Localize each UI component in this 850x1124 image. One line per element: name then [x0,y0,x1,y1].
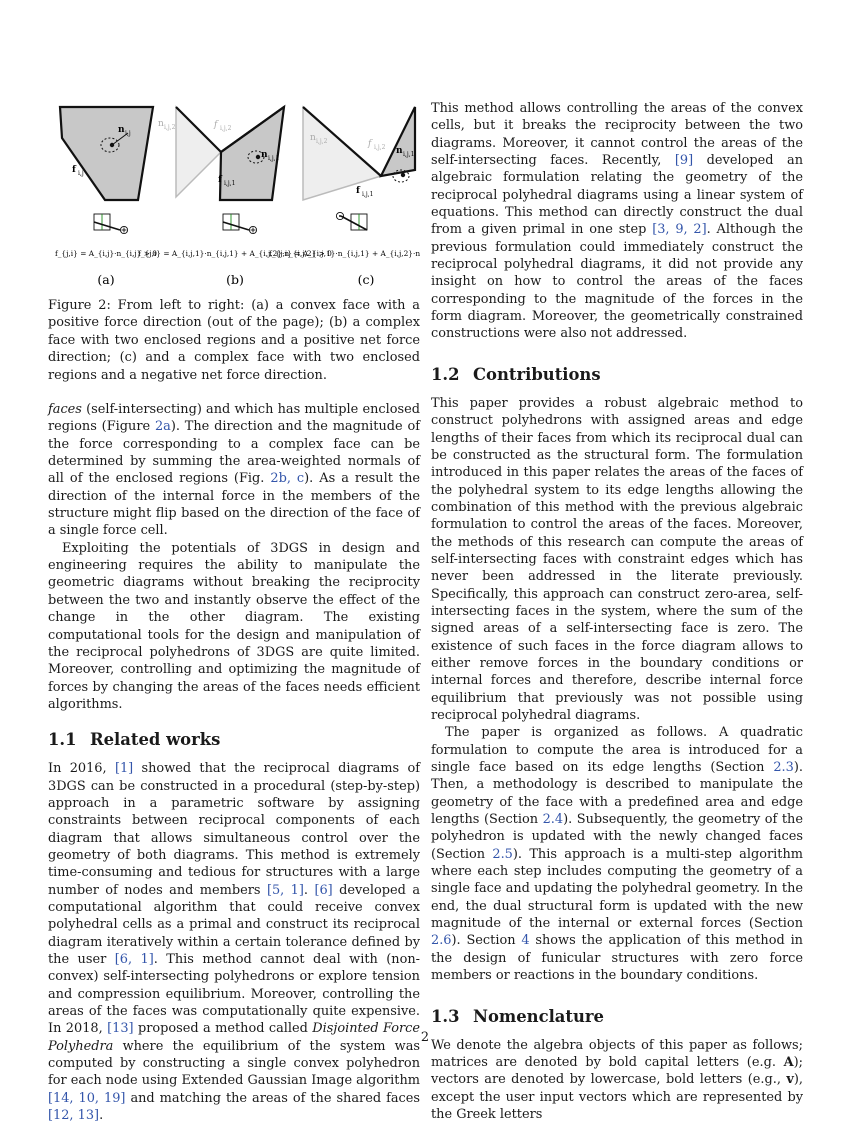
bold-text: v [786,1072,794,1088]
paragraph [48,760,420,1124]
figure-link[interactable]: 2b, c [270,471,305,487]
paragraph [431,724,803,984]
section-heading [48,730,420,750]
figure-2 [48,100,420,292]
text-run: ), except the user input vectors which are represented by the Greek letters [431,1072,803,1122]
italic-text: Disjointed Force Polyhedra [48,1021,420,1054]
text-run: ). Then, a methodology is described to manipulate the geometry of the face with a predefined area and edge lengths (Section [431,760,803,828]
paragraph [431,100,803,343]
panel-label-c: (c) [357,272,375,287]
section-link[interactable]: 2.4 [542,812,564,828]
text-run: In 2016, [48,761,115,777]
svg-text:n: n [261,150,268,160]
text-run: . [303,882,315,898]
svg-text:f: f [218,175,222,185]
text-run: ). Subsequently, the geometry of the polyhedron is updated with the newly changed faces (Section [431,812,803,862]
citation-link[interactable]: [12, 13] [48,1108,100,1124]
svg-text:i,j,1: i,j,1 [362,191,374,198]
text-run: proposed a method called [133,1021,313,1037]
text-run: We denote the algebra objects of this paper as follows; matrices are denoted by bold capital letters (e.g. [431,1037,803,1070]
formula-a: f_{j,i} = A_{i,j}·n_{i,j} > 0 [55,249,157,258]
figure-caption: Figure 2: From left to right: (a) a convex face with a positive force direction (out of the page); (b) a complex face with two enclosed regions and a positive net force direction; (c) and a complex face with two enclosed regions and a negative net force direction. [48,298,420,383]
page-number: 2 [420,1030,430,1045]
section-heading [431,1007,803,1027]
text-run: showed that the reciprocal diagrams of 3DGS can be constructed in a procedural (step-by-step) approach in a parametric software by assigning constraints between reciprocal components of each diagram that allows simultaneous control over the geometry of both diagrams. This method is extremely time-consuming and tedious for structures with a large number of nodes and members [48,761,420,898]
formula-c: f_{j,i} = A_{i,j,1}·n_{i,j,1} + A_{i,j,2}·n [269,249,420,258]
panel-label-a: (a) [97,272,115,287]
paragraph [48,401,420,540]
section-title: Contributions [473,364,601,384]
section-title: Related works [90,730,221,750]
svg-text:i,j,1: i,j,1 [268,155,280,162]
svg-text:i,j,2: i,j,2 [164,124,176,131]
svg-text:i,j,2: i,j,2 [374,144,386,151]
section-number: 1.1 [48,730,77,750]
text-run: . Although the previous formulation could immediately construct the reciprocal polyhedral diagrams, it did not provide any insight on how to control the areas of the faces corresponding to the magnitude of the forces in the form diagram. Moreover, the geometrically constrained constructions were also not addressed. [431,222,804,342]
section-number: 1.2 [431,364,460,384]
section-link[interactable]: 2.5 [492,846,513,862]
text-run: shows the application of this method in the design of funicular structures with zero force members or reactions in the boundary conditions. [431,933,803,984]
svg-text:i,j: i,j [78,170,84,177]
figure-link[interactable]: 2a [154,419,171,435]
formula-b: f_{j,i} = A_{i,j,1}·n_{i,j,1} + A_{i,j,2}·n_{i,j,2} > 0 [138,249,332,258]
citation-link[interactable]: [3, 9, 2] [652,222,707,238]
svg-text:f: f [72,165,76,175]
left-column [48,100,420,1124]
svg-text:n: n [396,146,403,156]
svg-text:i,j,1: i,j,1 [403,151,415,158]
svg-text:f: f [368,139,372,149]
bold-text: A [783,1054,794,1070]
text-run: . [99,1108,104,1124]
section-link[interactable]: 2.3 [773,760,794,776]
panel-b-diagram [158,107,284,234]
italic-text: faces [48,402,82,418]
text-run: ). This approach is a multi-step algorithm where each step includes computing the geometry of a single face and updating the polyhedral geometry. In the end, the dual structural form is updated with the new magnitude of the internal or external forces (Section [431,846,803,932]
text-run: . This method cannot deal with (non-convex) self-intersecting polyhedrons or explore tension and compression equilibrium. Moreover, controlling the areas of the faces was computationally quite expensive. In 2018, [48,952,421,1037]
paragraph [431,1037,803,1124]
svg-text:n: n [118,125,125,135]
text-run: developed a computational algorithm that could receive convex polyhedral cells as a primal and construct its reciprocal diagram iteratively within a certain tolerance defined by the user [48,882,421,967]
citation-link[interactable]: [6] [314,882,333,898]
citation-link[interactable]: [9] [674,153,694,169]
svg-text:i,j,1: i,j,1 [224,180,236,187]
section-title: Nomenclature [473,1006,604,1026]
citation-link[interactable]: [1] [114,761,134,777]
text-run: developed an algebraic formulation relating the geometry of the reciprocal polyhedral diagrams using a linear system of equations. This method can directly construct the dual from a given primal in one step [431,153,804,238]
paragraph: Exploiting the potentials of 3DGS in design and engineering requires the ability to manipulate the geometric diagrams without breaking the reciprocity between the two and instantly observe the effect of the change in the other diagram. The existing computational tools for the design and manipulation of the reciprocal polyhedrons of 3DGS are quite limited. Moreover, controlling and optimizing the magnitude of forces by changing the areas of the faces needs efficient algorithms. [48,540,420,712]
paragraph: This paper provides a robust algebraic method to construct polyhedrons with assigned areas and edge lengths of their faces from which its reciprocal dual can be constructed as the structural form. The formulation introduced in this paper relates the areas of the faces of the polyhedral system to its edge lengths allowing the combination of this method with the previous algebraic formulation to control the areas of the faces. Moreover, the methods of this research can compute the areas of self-intersecting faces with constraint edges which has never been addressed in the literate previously. Specifically, this approach can construct zero-area, self-intersecting faces in the system, where the sum of the signed areas of a self-intersecting face is zero. The existence of such faces in the force diagram allows to either remove forces in the boundary conditions or internal forces and therefore, describe internal force equilibrium that previously was not possible using reciprocal polyhedral diagrams. [431,395,803,723]
citation-link[interactable]: [5, 1] [266,882,304,898]
svg-text:n: n [158,119,164,129]
text-run: ). Section [451,933,522,949]
figure-2-graphic [48,100,420,292]
citation-link[interactable]: [6, 1] [114,952,154,967]
panel-c-diagram [303,107,415,230]
text-run: (self-intersecting) and which has multiple enclosed regions (Figure [48,402,420,435]
svg-text:f: f [214,120,218,130]
text-run: where the equilibrium of the system was computed by constructing a single convex polyhedron for each node using Extended Gaussian Image algorithm [48,1038,420,1089]
text-run: This method allows controlling the areas of the convex cells, but it breaks the reciprocity between the two diagrams. Moreover, it cannot control the areas of the self-intersecting faces. Recently, [431,101,803,169]
svg-text:n: n [310,133,316,143]
svg-text:i,j: i,j [125,130,131,137]
text-run: ). The direction and the magnitude of the force corresponding to a complex face can be determined by summing the area-weighted normals of all of the enclosed regions (Fig. [48,419,420,487]
svg-text:f: f [356,186,360,196]
citation-link[interactable]: [14, 10, 19] [48,1090,126,1106]
text-run: and matching the areas of the shared faces [125,1090,420,1106]
section-heading [431,365,803,385]
citation-link[interactable]: [13] [107,1021,134,1037]
section-link[interactable]: 2.6 [431,933,452,949]
svg-text:i,j,2: i,j,2 [220,125,232,132]
panel-label-b: (b) [226,272,244,287]
text-run: The paper is organized as follows. A quadratic formulation to compute the area is introduced for a single face based on its edge lengths (Section [431,725,803,776]
section-link[interactable]: 4 [521,933,530,949]
panel-a-diagram [60,107,153,234]
svg-text:i,j,2: i,j,2 [316,138,328,145]
right-column [431,100,803,1123]
text-run: ); vectors are denoted by lowercase, bold letters (e.g., [431,1054,803,1088]
section-number: 1.3 [431,1006,460,1026]
text-run: ). As a result the direction of the internal force in the members of the structure might flip based on the direction of the face of a single force cell. [48,471,421,539]
